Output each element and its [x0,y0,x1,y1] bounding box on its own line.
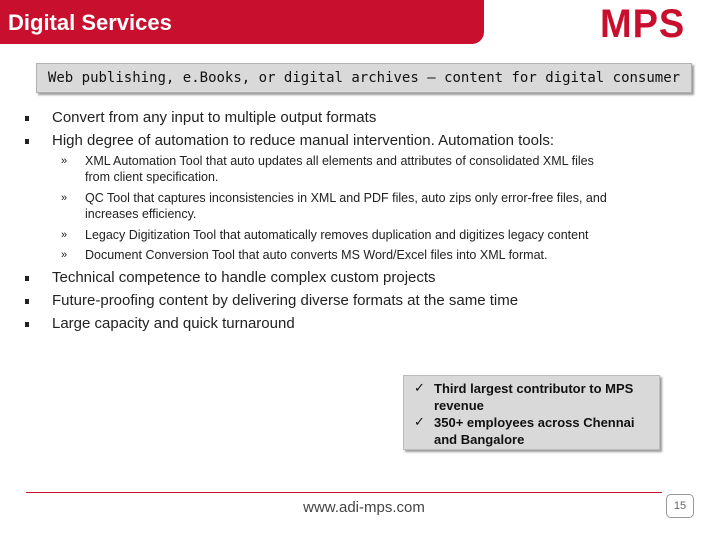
callout-line: 350+ employees across Chennai [434,415,635,430]
footer-divider [26,492,662,493]
bullet-text: Technical competence to handle complex custom projects [52,269,436,286]
callout-item [414,414,656,448]
callout-line: Third largest contributor to MPS [434,381,634,396]
bullet-marker [25,299,29,304]
sub-bullet-item [61,153,685,185]
sub-bullet-item [61,190,685,222]
check-icon: ✓ [414,415,425,430]
page-number: 15 [666,494,694,518]
sub-bullet-line: increases efficiency. [85,207,197,221]
bullet-text: Convert from any input to multiple output formats [52,109,377,126]
sub-bullet-line: Legacy Digitization Tool that automatically removes duplication and digitizes legacy content [85,228,589,242]
bullet-marker [25,116,29,121]
bullet-text: Future-proofing content by delivering diverse formats at the same time [52,292,519,309]
sub-bullet-line: Document Conversion Tool that auto converts MS Word/Excel files into XML format. [85,248,548,262]
bullet-item [52,132,554,149]
check-icon: ✓ [414,381,425,396]
sub-bullet-item [61,227,685,243]
sub-bullet-marker: » [61,249,68,261]
sub-bullet-marker: » [61,155,68,167]
callout-item [414,380,656,414]
callout-line: and Bangalore [434,432,525,447]
bullet-text: Large capacity and quick turnaround [52,315,295,332]
bullet-item [52,109,376,126]
bullet-item [52,315,295,332]
mps-logo: MPS [600,2,686,46]
page-title: Digital Services [8,10,172,35]
sub-bullet-item [61,247,685,263]
callout-box [403,375,660,450]
bullet-marker [25,276,29,281]
sub-bullet-line: XML Automation Tool that auto updates all elements and attributes of consolidated XML files [85,154,594,168]
bullet-item [52,292,518,309]
sub-bullet-marker: » [61,229,68,241]
callout-line: revenue [434,398,484,413]
sub-bullet-marker: » [61,192,68,204]
bullet-marker [25,322,29,327]
sub-bullet-line: QC Tool that captures inconsistencies in XML and PDF files, auto zips only error-free files, and [85,191,607,205]
subtitle-text: Web publishing, e.Books, or digital archives – content for digital consumer [47,70,681,86]
subtitle-box [36,63,692,93]
bullet-marker [25,139,29,144]
bullet-item [52,269,436,286]
footer-url: www.adi-mps.com [303,499,425,516]
sub-bullet-line: from client specification. [85,170,219,184]
title-bar [0,0,484,44]
bullet-text: High degree of automation to reduce manual intervention. Automation tools: [52,132,554,149]
